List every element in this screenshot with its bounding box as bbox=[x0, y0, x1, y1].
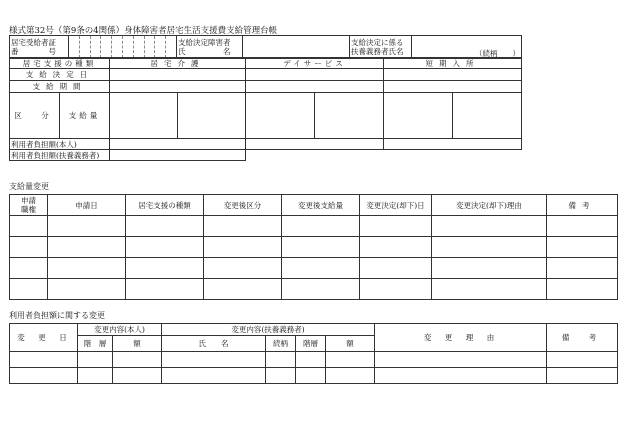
reason-header: 変 更 理 由 bbox=[375, 324, 547, 352]
user-charge-label: 利用者負担額(本人) bbox=[10, 139, 110, 150]
cell[interactable] bbox=[375, 352, 547, 368]
cell[interactable] bbox=[360, 279, 432, 300]
cell[interactable] bbox=[48, 237, 126, 258]
short-stay-decision-date[interactable] bbox=[384, 69, 522, 81]
decision-date-label: 支給決定日 bbox=[10, 69, 110, 81]
amount-label: 支給量 bbox=[60, 93, 110, 139]
cell[interactable] bbox=[282, 279, 360, 300]
user-charge-guardian-label: 利用者負担額(扶養義務者) bbox=[10, 150, 110, 161]
change-section-title: 支給量変更 bbox=[9, 182, 49, 191]
blank-cell bbox=[384, 150, 522, 161]
short-stay-amount-1[interactable] bbox=[384, 93, 453, 139]
cell[interactable] bbox=[282, 216, 360, 237]
header-new-category: 変更後区分 bbox=[204, 195, 282, 216]
home-care-user-charge[interactable] bbox=[110, 139, 246, 150]
cell[interactable] bbox=[113, 352, 162, 368]
home-care-amount-1[interactable] bbox=[110, 93, 178, 139]
col-short-stay: 短期入所 bbox=[384, 58, 522, 69]
self-tier-header: 階 層 bbox=[78, 336, 113, 352]
cell[interactable] bbox=[48, 258, 126, 279]
cell[interactable] bbox=[375, 368, 547, 384]
home-care-decision-date[interactable] bbox=[110, 69, 246, 81]
table-row bbox=[10, 279, 618, 300]
change-table bbox=[9, 194, 618, 300]
header-support-type: 居宅支援の種類 bbox=[126, 195, 204, 216]
period-label: 支給期間 bbox=[10, 81, 110, 93]
cell[interactable] bbox=[113, 368, 162, 384]
cell[interactable] bbox=[126, 279, 204, 300]
cell[interactable] bbox=[48, 216, 126, 237]
guardian-tier-header: 階層 bbox=[296, 336, 326, 352]
guardian-name-header: 氏 名 bbox=[162, 336, 266, 352]
recipient-info-table bbox=[9, 35, 522, 59]
charge-change-section-title: 利用者負担額に関する変更 bbox=[9, 311, 105, 320]
cell[interactable] bbox=[10, 279, 48, 300]
cell[interactable] bbox=[432, 237, 547, 258]
form-title: 様式第32号（第9条の4関係）身体障害者居宅生活支援費支給管理台帳 bbox=[9, 26, 278, 36]
table-row bbox=[10, 352, 618, 368]
cell[interactable] bbox=[547, 216, 618, 237]
cell[interactable] bbox=[78, 352, 113, 368]
day-service-decision-date[interactable] bbox=[246, 69, 384, 81]
cell[interactable] bbox=[10, 352, 78, 368]
cell[interactable] bbox=[326, 368, 375, 384]
short-stay-user-charge[interactable] bbox=[384, 139, 522, 150]
day-service-amount-1[interactable] bbox=[246, 93, 315, 139]
header-decision-date: 変更決定(却下)日 bbox=[360, 195, 432, 216]
cell[interactable] bbox=[432, 216, 547, 237]
cell[interactable] bbox=[282, 237, 360, 258]
cell[interactable] bbox=[296, 368, 326, 384]
cell[interactable] bbox=[326, 352, 375, 368]
cell[interactable] bbox=[547, 352, 618, 368]
support-details-table bbox=[9, 57, 522, 161]
table-row bbox=[10, 258, 618, 279]
relation-text: （続柄 ） bbox=[475, 49, 520, 58]
cell[interactable] bbox=[360, 216, 432, 237]
cell[interactable] bbox=[10, 216, 48, 237]
remarks-header: 備 考 bbox=[547, 324, 618, 352]
cell[interactable] bbox=[162, 368, 266, 384]
cell[interactable] bbox=[204, 216, 282, 237]
header-application-authority: 申請 職権 bbox=[10, 195, 48, 216]
cell[interactable] bbox=[126, 237, 204, 258]
recipient-number-label: 居宅受給者証 番 号 bbox=[10, 36, 69, 59]
cell[interactable] bbox=[282, 258, 360, 279]
cell[interactable] bbox=[48, 279, 126, 300]
decided-person-label: 支給決定障害者 氏 名 bbox=[177, 36, 243, 59]
cell[interactable] bbox=[432, 258, 547, 279]
home-care-amount-2[interactable] bbox=[178, 93, 246, 139]
guardian-group-header: 変更内容(扶養義務者) bbox=[162, 324, 375, 336]
cell[interactable] bbox=[547, 368, 618, 384]
change-date-header: 変 更 日 bbox=[10, 324, 78, 352]
cell[interactable] bbox=[126, 258, 204, 279]
cell[interactable] bbox=[547, 237, 618, 258]
day-service-user-charge[interactable] bbox=[246, 139, 384, 150]
header-remarks: 備考 bbox=[547, 195, 618, 216]
header-new-amount: 変更後支給量 bbox=[282, 195, 360, 216]
cell[interactable] bbox=[266, 352, 296, 368]
home-care-period[interactable] bbox=[110, 81, 246, 93]
day-service-amount-2[interactable] bbox=[315, 93, 384, 139]
guardian-label: 支給決定に係る 扶養義務者氏名 bbox=[350, 36, 412, 59]
cell[interactable] bbox=[78, 368, 113, 384]
charge-change-table bbox=[9, 323, 618, 384]
cell[interactable] bbox=[296, 352, 326, 368]
col-day-service: デイサービス bbox=[246, 58, 384, 69]
guardian-amount-header: 額 bbox=[326, 336, 375, 352]
guardian-relation-header: 続柄 bbox=[266, 336, 296, 352]
guardian-field[interactable] bbox=[412, 36, 522, 59]
short-stay-period[interactable] bbox=[384, 81, 522, 93]
recipient-number-field[interactable] bbox=[69, 36, 177, 59]
cell[interactable] bbox=[10, 258, 48, 279]
col-home-care: 居宅介護 bbox=[110, 58, 246, 69]
cell[interactable] bbox=[432, 279, 547, 300]
header-application-date: 申請日 bbox=[48, 195, 126, 216]
blank-cell bbox=[246, 150, 384, 161]
table-row bbox=[10, 216, 618, 237]
self-group-header: 変更内容(本人) bbox=[78, 324, 162, 336]
table-row bbox=[10, 368, 618, 384]
cell[interactable] bbox=[10, 237, 48, 258]
cell[interactable] bbox=[266, 368, 296, 384]
cell[interactable] bbox=[204, 237, 282, 258]
decided-person-field[interactable] bbox=[243, 36, 350, 59]
cell[interactable] bbox=[126, 216, 204, 237]
category-label: 区 分 bbox=[10, 93, 60, 139]
cell[interactable] bbox=[10, 368, 78, 384]
cell[interactable] bbox=[547, 279, 618, 300]
header-decision-reason: 変更決定(却下)理由 bbox=[432, 195, 547, 216]
cell[interactable] bbox=[547, 258, 618, 279]
table-row bbox=[10, 237, 618, 258]
cell[interactable] bbox=[360, 258, 432, 279]
cell[interactable] bbox=[204, 258, 282, 279]
support-type-label: 居宅支援の種類 bbox=[10, 58, 110, 69]
short-stay-amount-2[interactable] bbox=[453, 93, 522, 139]
cell[interactable] bbox=[162, 352, 266, 368]
home-care-guardian-charge[interactable] bbox=[110, 150, 246, 161]
cell[interactable] bbox=[360, 237, 432, 258]
day-service-period[interactable] bbox=[246, 81, 384, 93]
self-amount-header: 額 bbox=[113, 336, 162, 352]
cell[interactable] bbox=[204, 279, 282, 300]
